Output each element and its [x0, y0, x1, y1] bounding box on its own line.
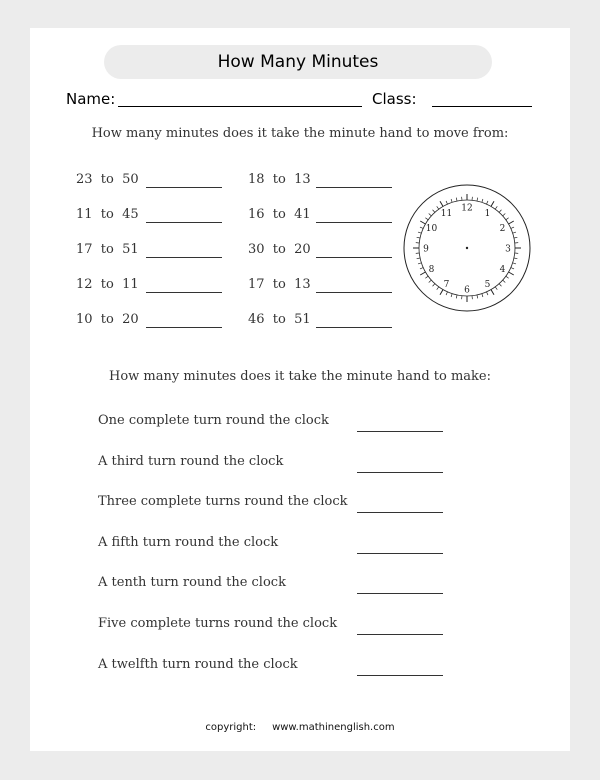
clock-tick: [503, 214, 506, 216]
answer-blank[interactable]: [146, 222, 222, 223]
clock-tick: [451, 199, 452, 202]
answer-blank[interactable]: [316, 257, 392, 258]
clock-tick: [491, 201, 494, 206]
class-field[interactable]: [432, 106, 532, 107]
answer-blank[interactable]: [357, 472, 443, 473]
clock-tick: [506, 276, 509, 278]
clock-tick: [477, 198, 478, 201]
clock-face-icon: [397, 178, 537, 318]
answer-blank[interactable]: [146, 187, 222, 188]
turn-question-7: A twelfth turn round the clock: [98, 656, 298, 672]
clock-tick: [495, 287, 497, 290]
name-field[interactable]: [118, 106, 362, 107]
pair-right-3: 30 to 20: [248, 242, 311, 257]
clock-tick: [499, 210, 501, 213]
turn-question-2: A third turn round the clock: [98, 453, 284, 469]
turn-question-1: One complete turn round the clock: [98, 413, 329, 428]
clock-number: 5: [484, 280, 491, 291]
clock-tick: [420, 272, 425, 275]
clock-center-dot: [466, 247, 468, 249]
clock-tick: [499, 284, 501, 287]
turn-question-3: Three complete turns round the clock: [98, 494, 348, 510]
clock-tick: [513, 263, 516, 264]
clock-number: 9: [423, 244, 429, 255]
clock-tick: [477, 295, 478, 298]
clock-tick: [437, 287, 439, 290]
clock-number: 6: [464, 285, 470, 296]
answer-blank[interactable]: [357, 512, 443, 513]
clock-tick: [482, 294, 483, 297]
clock-tick: [514, 237, 517, 238]
answer-blank[interactable]: [357, 593, 443, 594]
clock-tick: [420, 221, 425, 224]
answer-blank[interactable]: [316, 187, 392, 188]
clock-tick: [511, 268, 514, 269]
answer-blank[interactable]: [316, 327, 392, 328]
clock-number: 11: [440, 208, 453, 219]
pair-left-1: 23 to 50: [76, 172, 139, 187]
clock-tick: [420, 268, 423, 269]
pair-left-4: 12 to 11: [76, 277, 139, 292]
pair-right-4: 17 to 13: [248, 277, 311, 292]
answer-blank[interactable]: [357, 553, 443, 554]
clock-tick: [418, 263, 421, 264]
clock-tick: [506, 218, 509, 220]
clock-number: 7: [443, 280, 450, 291]
turn-question-6: Five complete turns round the clock: [98, 616, 338, 631]
clock-tick: [433, 284, 435, 287]
section2-instruction: How many minutes does it take the minute hand to make:: [108, 369, 491, 384]
site-link[interactable]: www.mathinenglish.com: [272, 722, 395, 733]
clock-number: 1: [484, 208, 491, 219]
clock-tick: [429, 280, 432, 282]
answer-blank[interactable]: [146, 257, 222, 258]
clock-tick: [487, 201, 488, 204]
answer-blank[interactable]: [146, 327, 222, 328]
clock-tick: [509, 272, 514, 275]
clock-tick: [456, 295, 457, 298]
clock-tick: [417, 258, 420, 259]
clock-tick: [437, 206, 439, 209]
clock-number: 8: [428, 265, 435, 275]
pair-right-5: 46 to 51: [248, 312, 311, 327]
section1-instruction: How many minutes does it take the minute hand to move from:: [91, 126, 509, 141]
clock-tick: [425, 276, 428, 278]
answer-blank[interactable]: [146, 292, 222, 293]
clock-tick: [433, 210, 435, 213]
clock-tick: [514, 258, 517, 259]
turn-question-4: A fifth turn round the clock: [98, 534, 279, 550]
clock-number: 3: [505, 244, 511, 255]
clock-tick: [511, 227, 514, 228]
clock-tick: [446, 292, 447, 295]
pair-left-5: 10 to 20: [76, 312, 139, 327]
clock-tick: [440, 290, 443, 295]
clock-tick: [513, 232, 516, 233]
clock-tick: [491, 290, 494, 295]
clock-tick: [495, 206, 497, 209]
class-label: Class:: [372, 90, 417, 108]
answer-blank[interactable]: [316, 222, 392, 223]
copyright-footer: [30, 722, 570, 733]
clock-tick: [509, 221, 514, 224]
clock-number: 10: [425, 224, 438, 234]
clock-tick: [420, 227, 423, 228]
clock-tick: [440, 201, 443, 206]
answer-blank[interactable]: [357, 431, 443, 432]
clock-tick: [425, 218, 428, 220]
clock-tick: [451, 294, 452, 297]
answer-blank[interactable]: [316, 292, 392, 293]
clock-tick: [503, 280, 506, 282]
clock-tick: [446, 201, 447, 204]
clock-tick: [456, 198, 457, 201]
pair-right-2: 16 to 41: [248, 207, 311, 222]
clock-tick: [417, 237, 420, 238]
clock-number: 4: [499, 265, 506, 275]
pair-right-1: 18 to 13: [248, 172, 311, 187]
clock-number: 2: [499, 224, 506, 234]
clock-tick: [487, 292, 488, 295]
page-title: How Many Minutes: [104, 45, 492, 79]
clock-tick: [429, 214, 432, 216]
name-label: Name:: [66, 90, 116, 108]
answer-blank[interactable]: [357, 675, 443, 676]
clock-number: 12: [461, 203, 473, 214]
clock-tick: [482, 199, 483, 202]
pair-left-2: 11 to 45: [76, 207, 139, 222]
copyright-label: copyright:: [205, 722, 257, 733]
turn-question-5: A tenth turn round the clock: [98, 575, 286, 591]
clock-tick: [418, 232, 421, 233]
answer-blank[interactable]: [357, 634, 443, 635]
pair-left-3: 17 to 51: [76, 242, 139, 257]
worksheet: [30, 28, 570, 751]
